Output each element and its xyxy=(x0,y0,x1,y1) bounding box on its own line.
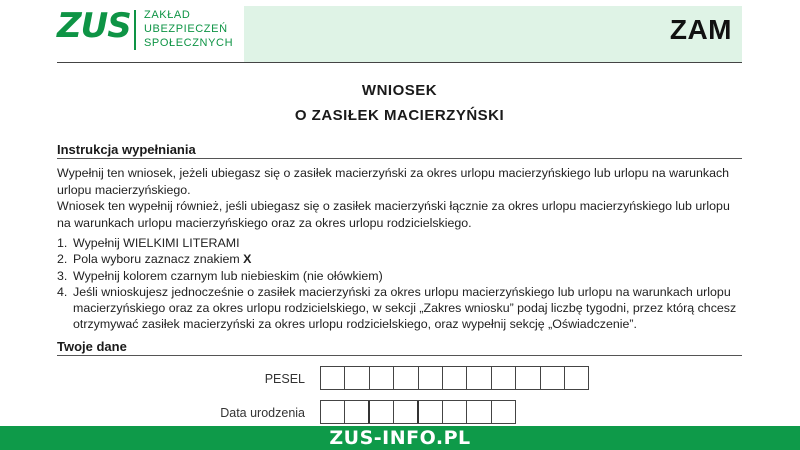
digit-box[interactable] xyxy=(419,401,443,423)
list-item-number: 2. xyxy=(57,252,68,267)
logo-line-3: SPOŁECZNYCH xyxy=(144,37,234,49)
footer-bar xyxy=(0,426,800,450)
instruction-paragraph-2: Wniosek ten wypełnij również, jeśli ubiegasz się o zasiłek macierzyński łącznie za okres urlopu macierzyńskiego lub urlopu na warunkach urlopu macierzyńskiego oraz za okres urlopu rodzicielskiego. xyxy=(57,199,730,230)
digit-box[interactable] xyxy=(565,367,589,389)
header-rule xyxy=(57,62,742,63)
logo-divider xyxy=(134,10,136,50)
logo-text xyxy=(144,8,233,50)
instruction-list xyxy=(57,235,747,333)
form-code-box xyxy=(244,6,742,62)
document-title-line-1: WNIOSEK xyxy=(361,82,438,99)
digit-box[interactable] xyxy=(492,367,516,389)
list-item xyxy=(57,268,747,284)
list-item-text: Wypełnij kolorem czarnym lub niebieskim (nie ołówkiem) xyxy=(73,268,383,283)
digit-box[interactable] xyxy=(394,367,418,389)
list-item-text-main: Pola wyboru zaznacz znakiem xyxy=(73,252,240,267)
digit-box[interactable] xyxy=(321,367,345,389)
instruction-paragraph-1: Wypełnij ten wniosek, jeżeli ubiegasz się o zasiłek macierzyński za okres urlopu macierzyńskiego lub urlopu na warunkach urlopu macierzyńskiego. xyxy=(57,166,730,197)
footer-site-name: ZUS-INFO.PL xyxy=(329,427,471,449)
instructions-heading: Instrukcja wypełniania xyxy=(57,142,196,157)
personal-data-heading: Twoje dane xyxy=(57,339,127,354)
list-item-text: Jeśli wnioskujesz jednocześnie o zasiłek macierzyński za okres urlopu macierzyńskiego lub urlopu na warunkach urlopu macierzyńskiego oraz za okres urlopu rodzicielskiego, w sekcji „Zakres wniosku” podaj liczbę tygodni, przez którą chcesz otrzymywać zasiłek macierzyński za okres urlopu rodzicielskiego, oraz wypełnij sekcję „Oświadczenie”. xyxy=(73,284,737,332)
digit-box[interactable] xyxy=(541,367,565,389)
x-mark-symbol: X xyxy=(243,252,252,267)
digit-box[interactable] xyxy=(345,367,369,389)
form-code: ZAM xyxy=(669,14,732,45)
digit-box[interactable] xyxy=(492,401,516,423)
digit-box[interactable] xyxy=(419,367,443,389)
instructions-rule xyxy=(57,158,742,159)
digit-box[interactable] xyxy=(443,367,467,389)
digit-box[interactable] xyxy=(345,401,369,423)
digit-box[interactable] xyxy=(443,401,467,423)
pesel-field[interactable] xyxy=(320,366,589,390)
list-item xyxy=(57,284,747,333)
digit-box[interactable] xyxy=(370,401,394,423)
digit-box[interactable] xyxy=(467,367,491,389)
logo-line-2: UBEZPIECZEŃ xyxy=(144,23,228,35)
birth-date-field[interactable] xyxy=(320,400,516,424)
logo-line-1: ZAKŁAD xyxy=(144,9,191,21)
pesel-label: PESEL xyxy=(264,372,305,386)
logo-mark: ZUS xyxy=(57,6,131,46)
digit-box[interactable] xyxy=(321,401,345,423)
list-item-number: 3. xyxy=(57,268,68,283)
list-item xyxy=(57,251,747,267)
list-item xyxy=(57,235,747,251)
digit-box[interactable] xyxy=(394,401,418,423)
digit-box[interactable] xyxy=(370,367,394,389)
list-item-number: 1. xyxy=(57,236,68,250)
zus-logo xyxy=(57,6,243,62)
list-item-text xyxy=(73,251,747,267)
personal-data-rule xyxy=(57,355,742,356)
list-item-number: 4. xyxy=(57,284,68,299)
digit-box[interactable] xyxy=(516,367,540,389)
digit-box[interactable] xyxy=(467,401,491,423)
list-item-text: Wypełnij WIELKIMI LITERAMI xyxy=(73,236,240,250)
birth-date-label: Data urodzenia xyxy=(220,406,305,420)
document-title-line-2: O ZASIŁEK MACIERZYŃSKI xyxy=(294,107,505,124)
